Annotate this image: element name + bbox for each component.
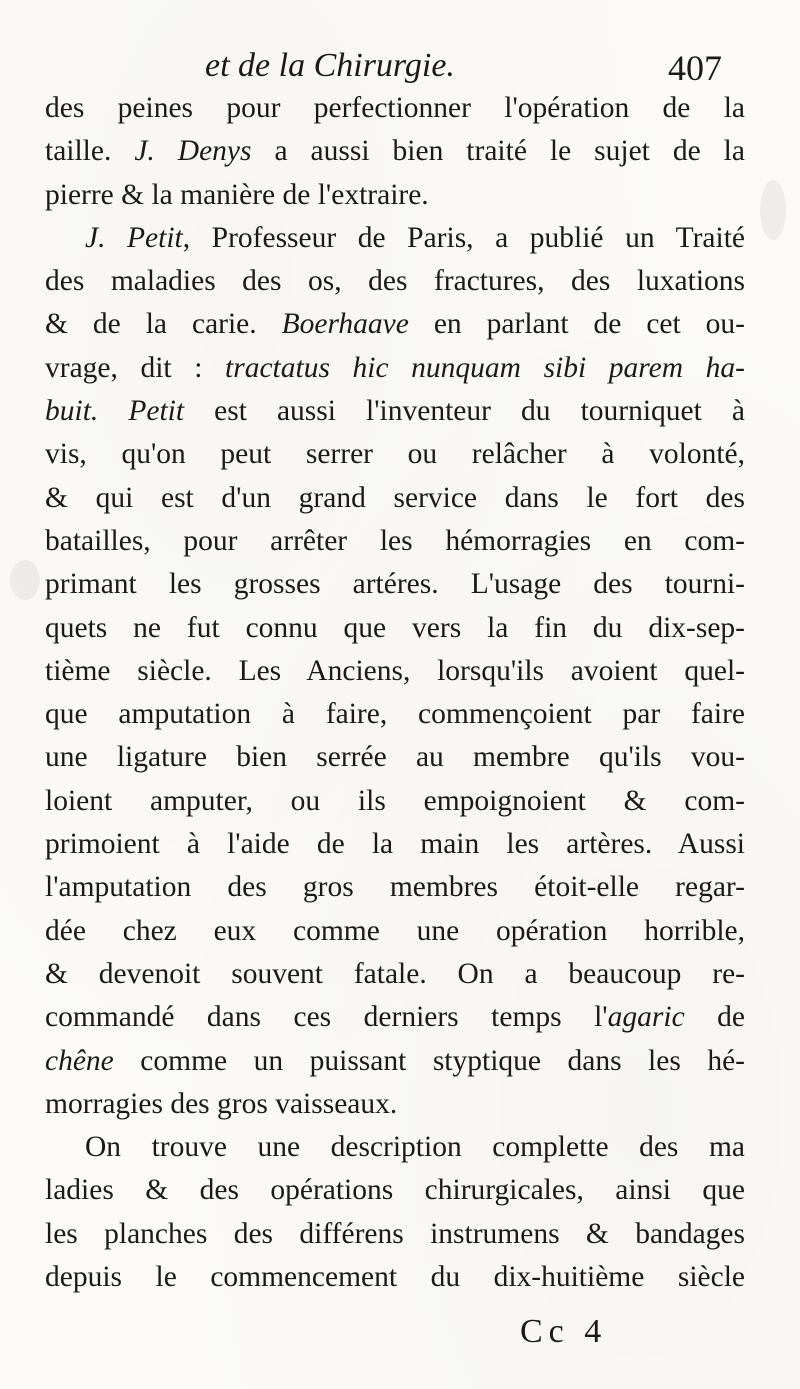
text-line: [45, 260, 745, 303]
text-run: morragies des gros vaisseaux.: [45, 1087, 398, 1120]
text-line: [45, 607, 745, 650]
text-line: [45, 996, 745, 1039]
text-run: & de la carie.: [45, 308, 282, 341]
text-line: [45, 520, 745, 563]
italic-text: tractatus hic nunquam sibi parem ha-: [225, 351, 745, 384]
text-line: [45, 174, 745, 217]
text-line: [45, 563, 745, 606]
text-line: [45, 433, 745, 476]
text-line: [45, 650, 745, 693]
text-run: quets ne fut connu que vers la fin du dix-sep-: [45, 611, 745, 644]
text-line: [45, 303, 745, 346]
italic-text: chêne: [45, 1044, 114, 1077]
text-line: [45, 1126, 745, 1169]
text-run: & qui est d'un grand service dans le fort des: [45, 481, 745, 514]
text-run: une ligature bien serrée au membre qu'ils vou-: [45, 741, 745, 774]
text-run: l'amputation des gros membres étoit-elle regar-: [45, 871, 745, 904]
text-line: [45, 1040, 745, 1083]
text-line: [45, 1169, 745, 1212]
text-run: vis, qu'on peut serrer ou relâcher à volonté,: [45, 438, 745, 471]
text-line: [45, 693, 745, 736]
text-run: tième siècle. Les Anciens, lorsqu'ils avoient quel-: [45, 654, 745, 687]
text-line: [45, 217, 745, 260]
text-line: [45, 910, 745, 953]
paper-stain: [10, 560, 40, 600]
text-run: les planches des différens instrumens & bandages: [45, 1217, 745, 1250]
text-line: [45, 347, 745, 390]
text-line: [45, 953, 745, 996]
text-run: primoient à l'aide de la main les artères. Aussi: [45, 828, 745, 861]
text-line: [45, 866, 745, 909]
italic-text: J. Petit: [85, 221, 183, 254]
text-run: primant les grosses artéres. L'usage des tourni-: [45, 568, 745, 601]
text-run: dée chez eux comme une opération horrible,: [45, 914, 745, 947]
paper-stain: [760, 180, 786, 240]
text-line: [45, 130, 745, 173]
text-run: , Professeur de Paris, a publié un Traité: [182, 221, 745, 254]
text-run: des maladies des os, des fractures, des luxations: [45, 265, 745, 298]
text-line: [45, 780, 745, 823]
text-run: vrage, dit :: [45, 351, 226, 384]
running-title: et de la Chirurgie.: [205, 47, 455, 84]
text-run: pierre & la manière de l'extraire.: [45, 178, 429, 211]
italic-text: agaric: [607, 1001, 685, 1034]
text-run: & devenoit souvent fatale. On a beaucoup re-: [45, 957, 745, 990]
body-text: [45, 87, 745, 1299]
text-line: [45, 1213, 745, 1256]
text-run: commandé dans ces derniers temps l': [45, 1001, 608, 1034]
text-line: [45, 1083, 745, 1126]
text-run: taille.: [45, 135, 135, 168]
text-run: est aussi l'inventeur du tourniquet à: [184, 395, 745, 428]
italic-text: Boerhaave: [281, 308, 409, 341]
text-line: [45, 823, 745, 866]
text-line: [45, 390, 745, 433]
italic-text: buit. Petit: [45, 395, 185, 428]
page-number: 407: [668, 48, 722, 88]
text-run: ladies & des opérations chirurgicales, ainsi que: [45, 1174, 745, 1207]
text-line: [45, 87, 745, 130]
text-line: [45, 1256, 745, 1299]
text-run: des peines pour perfectionner l'opération de la: [45, 92, 745, 124]
text-run: batailles, pour arrêter les hémorragies en com-: [45, 524, 745, 557]
text-run: On trouve une description complette des ma: [85, 1131, 745, 1164]
text-run: en parlant de cet ou-: [408, 308, 745, 341]
text-run: que amputation à faire, commençoient par faire: [45, 698, 745, 731]
signature-mark: Cc 4: [520, 1313, 608, 1350]
text-line: [45, 736, 745, 779]
text-line: [45, 477, 745, 520]
text-run: comme un puissant styptique dans les hé-: [113, 1044, 745, 1077]
text-run: depuis le commencement du dix-huitième siècle: [45, 1261, 745, 1294]
text-run: loient amputer, ou ils empoignoient & com-: [45, 784, 745, 817]
italic-text: J. Denys: [134, 135, 252, 168]
text-run: a aussi bien traité le sujet de la: [251, 135, 745, 168]
text-run: de: [684, 1001, 745, 1034]
